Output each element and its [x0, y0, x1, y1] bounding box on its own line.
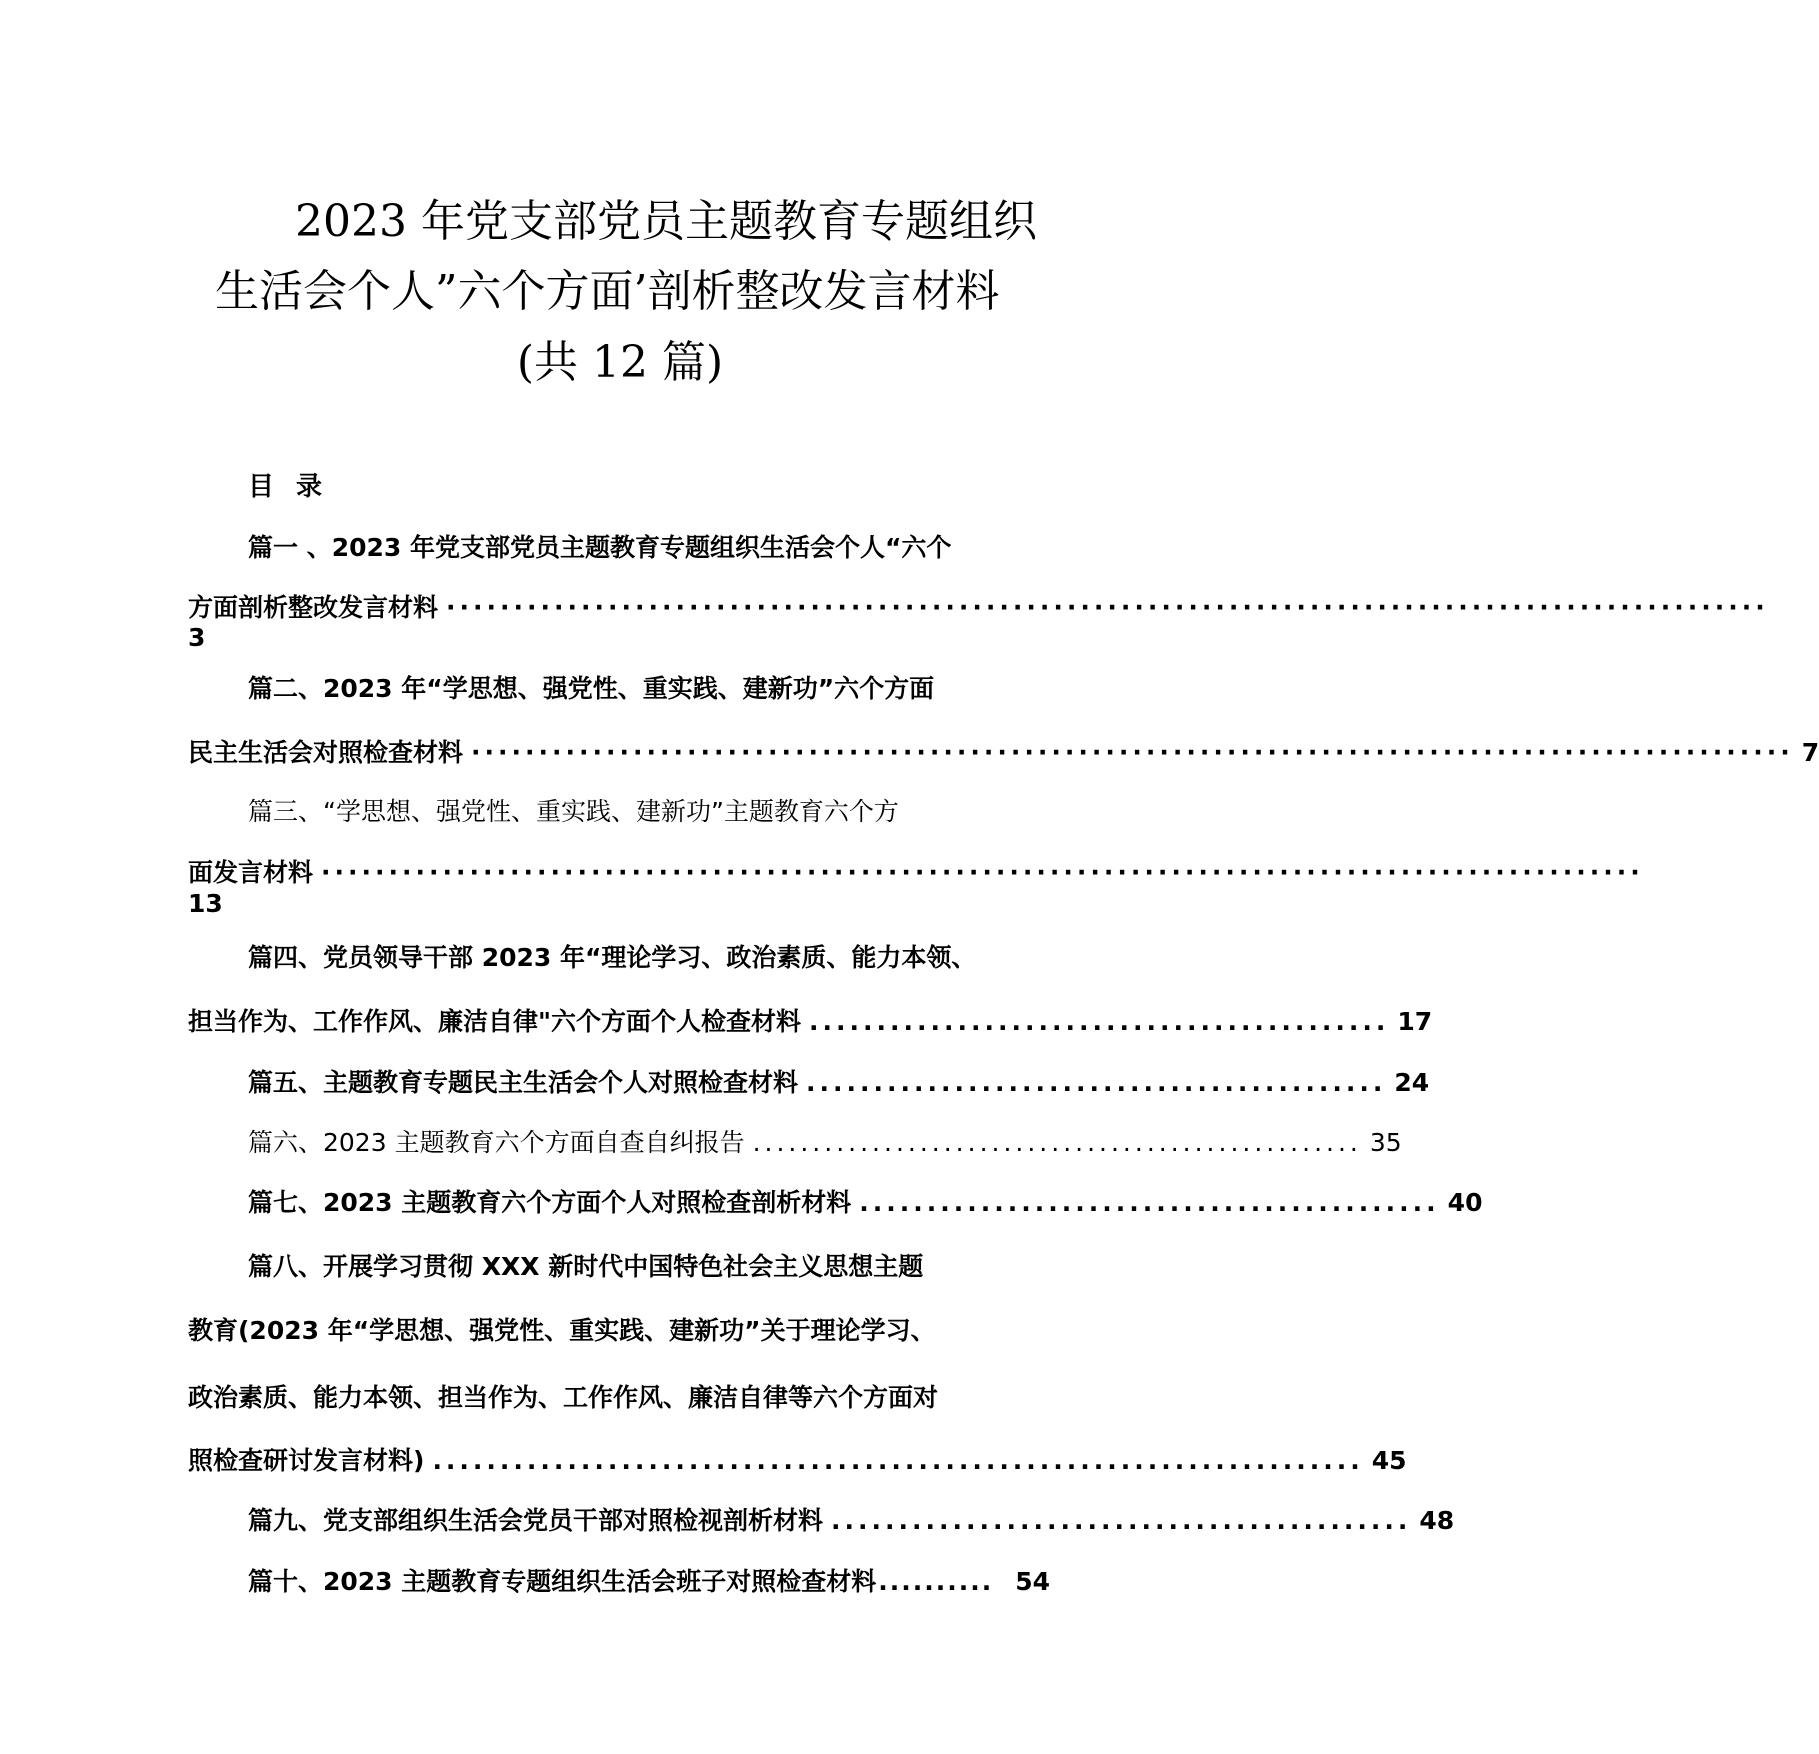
toc-entry-7-text: 篇七、2023 主题教育六个方面个人对照检查剖析材料: [248, 1188, 852, 1217]
toc-entry-8-line-3: 政治素质、能力本领、担当作为、工作作风、廉洁自律等六个方面对: [188, 1383, 939, 1412]
toc-leader-dots: ...........................................: [859, 1188, 1440, 1217]
toc-leader-dots: ··································································································: [321, 858, 1644, 887]
toc-entry-6-text: 篇六、2023 主题教育六个方面自查自纠报告: [248, 1128, 745, 1157]
toc-entry-5-text: 篇五、主题教育专题民主生活会个人对照检查材料: [248, 1068, 799, 1097]
toc-entry-8-line-1: 篇八、开展学习贯彻 XXX 新时代中国特色社会主义思想主题: [248, 1252, 924, 1281]
toc-entry-4-line-2: [188, 1005, 1433, 1039]
toc-entry-6-page: 35: [1369, 1128, 1402, 1157]
document-title-line-2: 生活会个人”六个方面’剖析整改发言材料: [215, 266, 1000, 317]
toc-heading: 目录: [248, 472, 345, 502]
toc-entry-2-page: 7: [1801, 738, 1819, 767]
toc-entry-3-page: 13: [188, 889, 223, 918]
document-title-line-1: 2023 年党支部党员主题教育专题组织: [295, 196, 1037, 247]
toc-entry-1-text: 方面剖析整改发言材料: [188, 593, 439, 622]
toc-entry-3-line-2: [188, 856, 1644, 890]
toc-entry-8-text: 照检查研讨发言材料): [188, 1446, 425, 1475]
toc-entry-2-line-1: 篇二、2023 年“学思想、强党性、重实践、建新功”六个方面: [248, 674, 935, 703]
toc-entry-5-page: 24: [1394, 1068, 1430, 1097]
toc-entry-10-text: 篇十、2023 主题教育专题组织生活会班子对照检查材料: [248, 1567, 877, 1596]
toc-entry-10-page: 54: [1015, 1567, 1050, 1596]
toc-leader-dots: ··································································································: [446, 593, 1769, 622]
toc-entry-1-page: 3: [188, 623, 206, 652]
document-title-line-3: (共 12 篇): [516, 337, 724, 388]
toc-entry-8-line-4: [188, 1444, 1407, 1478]
toc-entry-10: [248, 1565, 1050, 1599]
toc-entry-3-line-1: 篇三、“学思想、强党性、重实践、建新功”主题教育六个方: [248, 797, 899, 826]
toc-entry-9-text: 篇九、党支部组织生活会党员干部对照检视剖析材料: [248, 1506, 824, 1535]
toc-entry-2-text: 民主生活会对照检查材料: [188, 738, 464, 767]
toc-entry-6: [248, 1126, 1402, 1160]
toc-leader-dots: ··································································································: [471, 738, 1794, 767]
toc-entry-4-text: 担当作为、工作作风、廉洁自律"六个方面个人检查材料: [188, 1007, 802, 1036]
toc-entry-1-line-1: 篇一 、2023 年党支部党员主题教育专题组织生活会个人“六个: [248, 533, 952, 562]
toc-leader-dots: ..........: [878, 1567, 994, 1596]
toc-entry-4-line-1: 篇四、党员领导干部 2023 年“理论学习、政治素质、能力本领、: [248, 943, 977, 972]
toc-leader-dots: ...........................................: [809, 1007, 1390, 1036]
toc-entry-9-page: 48: [1419, 1506, 1455, 1535]
toc-entry-8-line-2: 教育(2023 年“学思想、强党性、重实践、建新功”关于理论学习、: [188, 1316, 936, 1345]
toc-entry-3-text: 面发言材料: [188, 858, 314, 887]
toc-entry-5: [248, 1066, 1430, 1100]
toc-leader-dots: .....................................................................: [432, 1446, 1364, 1475]
toc-entry-1-line-2: [188, 591, 1769, 625]
toc-entry-4-page: 17: [1397, 1007, 1433, 1036]
toc-leader-dots: ...........................................: [831, 1506, 1412, 1535]
toc-entry-2-line-2: [188, 736, 1819, 770]
toc-entry-7: [248, 1186, 1483, 1220]
toc-leader-dots: ...................................................: [752, 1128, 1362, 1157]
toc-entry-8-page: 45: [1371, 1446, 1407, 1475]
toc-entry-9: [248, 1504, 1455, 1538]
toc-leader-dots: ...........................................: [806, 1068, 1387, 1097]
toc-entry-7-page: 40: [1447, 1188, 1483, 1217]
